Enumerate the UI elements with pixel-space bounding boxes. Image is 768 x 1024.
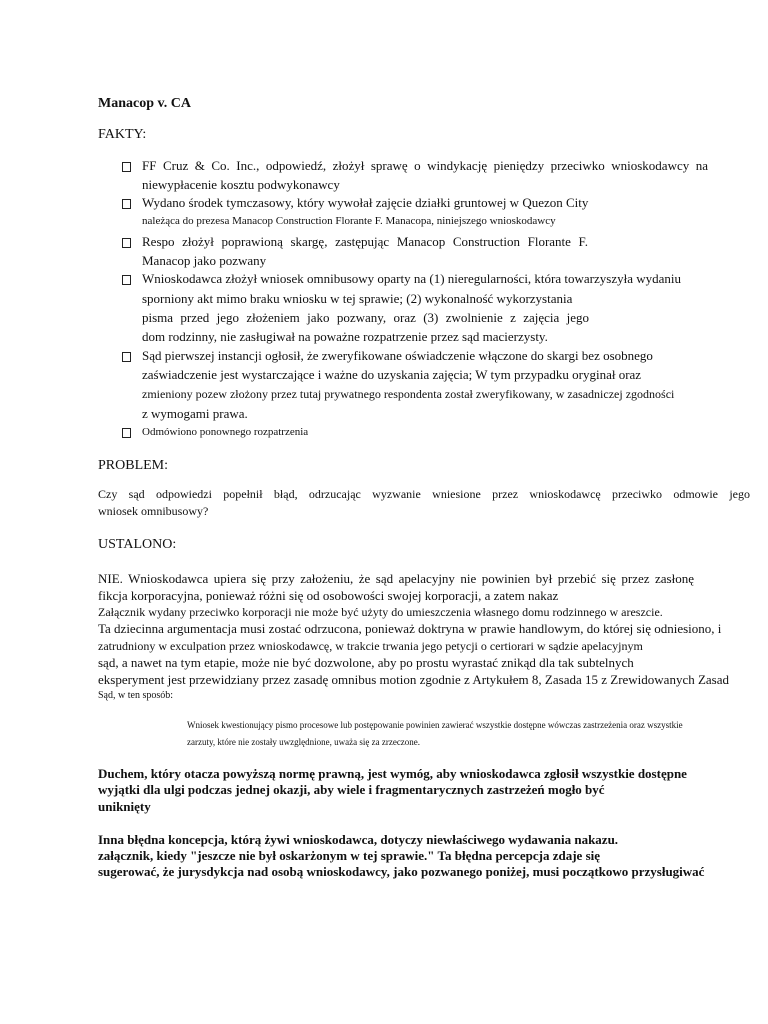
fact-2-line-2: należąca do prezesa Manacop Construction Florante F. Manacopa, niniejszego wnioskodawcy [142,215,556,227]
held-line-6: sąd, a nawet na tym etapie, może nie być dozwolone, aby po prostu wyrastać znikąd dla tak subtelnych [98,655,634,670]
case-title: Manacop v. CA [98,96,191,111]
held-line-2: fikcja korporacyjna, ponieważ różni się od osobowości swojej korporacji, a zatem nakaz [98,588,559,603]
ballot-box-icon [122,238,131,248]
problem-line-2: wniosek omnibusowy? [98,504,209,518]
problem-line-1: Czy sąd odpowiedzi popełnił błąd, odrzucając wyzwanie wniesione przez wnioskodawcę przeciwko odmowie jego [98,487,750,501]
fact-4-line-4: dom rodzinny, nie zasługiwał na poważne rozpatrzenie przez sąd macierzysty. [142,329,548,344]
fact-3-line-1: Respo złożył poprawioną skargę, zastępując Manacop Construction Florante F. [142,234,588,249]
held-line-4: Ta dziecinna argumentacja musi zostać odrzucona, ponieważ doktryna w prawie handlowym, do której się odniesiono, i [98,621,722,636]
held-line-1: NIE. Wnioskodawca upiera się przy założeniu, że sąd apelacyjny nie powinien był przebić się przez zasłonę [98,571,694,586]
fact-5-line-2: zaświadczenie jest wystarczające i ważne do uzyskania zajęcia; W tym przypadku oryginał oraz [142,367,642,382]
held-line-8: Sąd, w ten sposób: [98,690,173,701]
ballot-box-icon [122,352,131,362]
ballot-box-icon [122,428,131,438]
fact-3-line-2: Manacop jako pozwany [142,253,267,268]
quote-line-2: zarzuty, które nie zostały uwzględnione, uważa się za zrzeczone. [187,737,421,747]
fact-5-line-3: zmieniony pozew złożony przez tutaj prywatnego respondenta został zweryfikowany, w zasadniczej zgodności [142,387,675,401]
ballot-box-icon [122,275,131,285]
quote-line-1: Wniosek kwestionujący pismo procesowe lub postępowanie powinien zawierać wszystkie dostępne wówczas zastrzeżenia oraz wszystkie [187,720,683,730]
ballot-box-icon [122,199,131,209]
fact-5-line-1: Sąd pierwszej instancji ogłosił, że zweryfikowane oświadczenie włączone do skargi bez osobnego [142,348,653,363]
bold-para-2-line-1: Inna błędna koncepcja, którą żywi wnioskodawca, dotyczy niewłaściwego wydawania nakazu. [98,832,619,847]
bold-para-1-line-1: Duchem, który otacza powyższą normę prawną, jest wymóg, aby wnioskodawca zgłosił wszystkie dostępne [98,766,687,781]
held-heading: USTALONO: [98,537,177,552]
fact-2-line-1: Wydano środek tymczasowy, który wywołał zajęcie działki gruntowej w Quezon City [142,195,589,210]
fact-4-line-1: Wnioskodawca złożył wniosek omnibusowy oparty na (1) nieregularności, która towarzyszyła wydaniu [142,271,681,286]
bold-para-2-line-2: załącznik, kiedy "jeszcze nie był oskarżonym w tej sprawie." Ta błędna percepcja zdaje się [98,848,601,863]
bold-para-1-line-3: uniknięty [98,799,151,814]
bold-para-2-line-3: sugerować, że jurysdykcja nad osobą wnioskodawcy, jako pozwanego poniżej, musi początkowo przysługiwać [98,864,705,879]
held-line-7: eksperyment jest przewidziany przez zasadę omnibus motion zgodnie z Artykułem 8, Zasada 15 z Zrewidowanych Zasad [98,672,730,687]
held-line-3: Załącznik wydany przeciwko korporacji nie może być użyty do umieszczenia własnego domu rodzinnego w areszcie. [98,605,663,619]
fact-4-line-2: sporniony akt mimo braku wniosku w tej sprawie; (2) wykonalność wykorzystania [142,291,573,306]
fact-1-line-1: FF Cruz & Co. Inc., odpowiedź, złożył sprawę o windykację pieniędzy przeciwko wnioskodawcy na [142,158,708,173]
problem-heading: PROBLEM: [98,458,169,473]
fact-5-line-4: z wymogami prawa. [142,406,248,421]
fact-6-line-1: Odmówiono ponownego rozpatrzenia [142,426,309,438]
held-line-5: zatrudniony w exculpation przez wnioskodawcę, w trakcie trwania jego petycji o certiorari w sądzie apelacyjnym [98,639,643,653]
ballot-box-icon [122,162,131,172]
fact-4-line-3: pisma przed jego złożeniem jako pozwany, oraz (3) zwolnienie z zajęcia jego [142,310,589,325]
fact-1-line-2: niewypłacenie kosztu podwykonawcy [142,177,340,192]
bold-para-1-line-2: wyjątki dla ulgi podczas jednej okazji, aby wiele i fragmentarycznych zastrzeżeń mogło być [98,782,605,797]
facts-heading: FAKTY: [98,127,147,142]
